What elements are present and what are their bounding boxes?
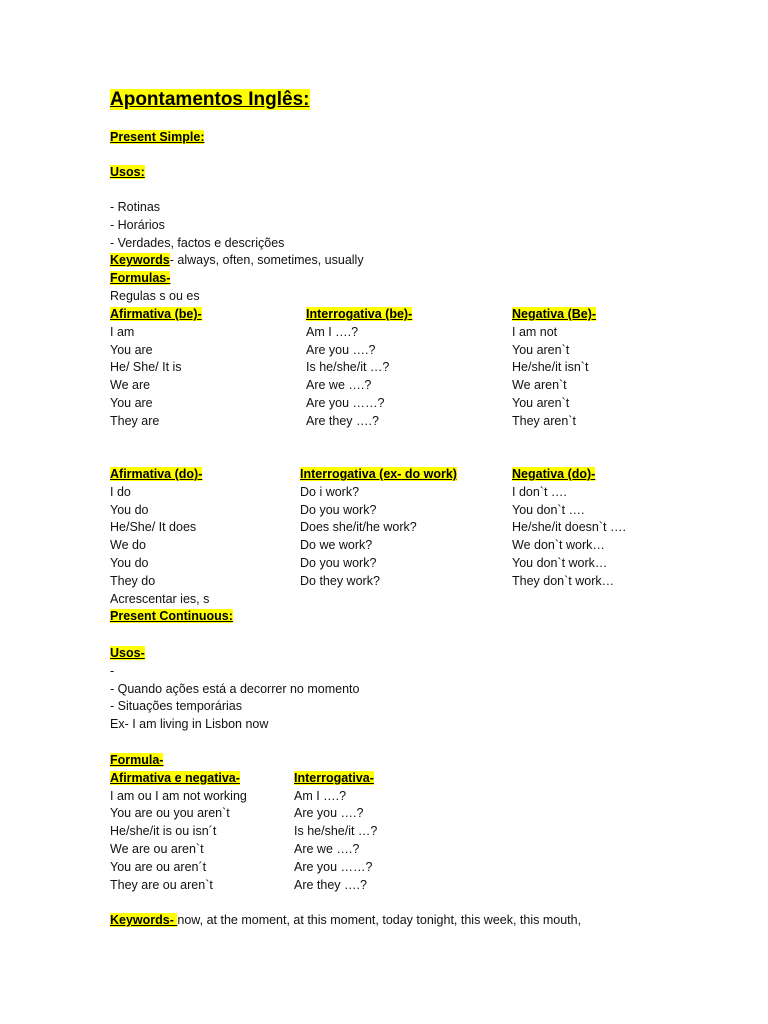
table-cell: They are bbox=[110, 413, 160, 428]
be-interrogativa-column bbox=[306, 306, 412, 431]
table-cell: Do you work? bbox=[300, 502, 377, 517]
table-cell: We are bbox=[110, 378, 151, 393]
table-cell: Are you ……? bbox=[306, 395, 385, 410]
table-cell: Are they ….? bbox=[294, 877, 367, 892]
column-header: Interrogativa (be)- bbox=[306, 307, 413, 321]
page-title bbox=[110, 88, 310, 112]
table-cell: Does she/it/he work? bbox=[300, 520, 417, 535]
table-cell: He/she/it doesn`t …. bbox=[512, 520, 626, 535]
table-cell: I am bbox=[110, 324, 135, 339]
table-cell: Am I ….? bbox=[294, 788, 347, 803]
table-cell: Are you ……? bbox=[294, 859, 373, 874]
table-cell: Are you ….? bbox=[306, 342, 376, 357]
present-simple-heading bbox=[110, 129, 204, 145]
table-cell: They are ou aren`t bbox=[110, 877, 213, 892]
present-continuous-heading: Present Continuous: bbox=[110, 609, 233, 624]
present-continuous-usos bbox=[110, 645, 359, 734]
table-cell: I don`t …. bbox=[512, 484, 567, 499]
formulas-label: Formulas- bbox=[110, 271, 171, 286]
table-cell: Do they work? bbox=[300, 573, 380, 588]
column-header: Negativa (do)- bbox=[512, 467, 596, 481]
table-cell: Are you ….? bbox=[294, 806, 364, 821]
note-text: Acrescentar ies, s bbox=[110, 591, 210, 606]
usos-heading bbox=[110, 164, 145, 180]
column-header: Afirmativa (be)- bbox=[110, 307, 202, 321]
table-cell: You aren`t bbox=[512, 395, 570, 410]
do-afirmativa-column bbox=[110, 466, 233, 626]
table-cell: We do bbox=[110, 538, 146, 553]
table-cell: Are we ….? bbox=[306, 378, 372, 393]
list-item: - Quando ações está a decorrer no momento bbox=[110, 681, 360, 696]
table-cell: Do you work? bbox=[300, 555, 377, 570]
list-item: Ex- I am living in Lisbon now bbox=[110, 717, 269, 732]
table-cell: They don`t work… bbox=[512, 573, 615, 588]
table-cell: Are we ….? bbox=[294, 841, 360, 856]
page-title-text: Apontamentos Inglês: bbox=[110, 89, 310, 110]
be-negativa-column bbox=[512, 306, 596, 431]
table-cell: I am ou I am not working bbox=[110, 788, 247, 803]
table-cell: We don`t work… bbox=[512, 538, 605, 553]
dash-line: - bbox=[110, 663, 115, 678]
table-cell: He/She/ It does bbox=[110, 520, 197, 535]
table-cell: You aren`t bbox=[512, 342, 570, 357]
list-item: - Situações temporárias bbox=[110, 699, 243, 714]
table-cell: He/she/it is ou isn´t bbox=[110, 824, 217, 839]
column-header: Negativa (Be)- bbox=[512, 307, 597, 321]
usos-heading-continuous: Usos- bbox=[110, 646, 145, 660]
formula-label: Formula- bbox=[110, 753, 164, 767]
table-cell: He/ She/ It is bbox=[110, 360, 182, 375]
table-cell: Do we work? bbox=[300, 538, 373, 553]
table-cell: They do bbox=[110, 573, 156, 588]
table-cell: They aren`t bbox=[512, 413, 576, 428]
list-item: - Verdades, factos e descrições bbox=[110, 235, 285, 250]
table-cell: We are ou aren`t bbox=[110, 841, 204, 856]
table-cell: You are bbox=[110, 342, 153, 357]
rule-text: Regulas s ou es bbox=[110, 288, 200, 303]
do-interrogativa-column bbox=[300, 466, 457, 591]
table-cell: Is he/she/it …? bbox=[294, 824, 378, 839]
table-cell: Am I ….? bbox=[306, 324, 359, 339]
keywords-line bbox=[110, 252, 364, 270]
list-item: - Rotinas bbox=[110, 200, 161, 214]
table-cell: You do bbox=[110, 502, 149, 517]
keywords-label: Keywords- bbox=[110, 913, 178, 927]
column-header: Interrogativa (ex- do work) bbox=[300, 467, 457, 481]
column-header: Interrogativa- bbox=[294, 770, 374, 785]
continuous-keywords-line bbox=[110, 912, 581, 928]
table-cell: Are they ….? bbox=[306, 413, 379, 428]
be-afirmativa-column bbox=[110, 306, 202, 431]
column-header: Afirmativa e negativa- bbox=[110, 770, 240, 785]
table-cell: You don`t …. bbox=[512, 502, 585, 517]
usos-heading-text: Usos: bbox=[110, 165, 145, 179]
keywords-text: - always, often, sometimes, usually bbox=[169, 253, 364, 268]
continuous-interrogativa-column bbox=[294, 770, 377, 895]
table-cell: You are bbox=[110, 395, 153, 410]
table-cell: You are ou you aren`t bbox=[110, 806, 230, 821]
keywords-text: now, at the moment, at this moment, today tonight, this week, this mouth, bbox=[177, 913, 582, 927]
do-negativa-column bbox=[512, 466, 626, 591]
table-cell: You don`t work… bbox=[512, 555, 608, 570]
table-cell: I do bbox=[110, 484, 131, 499]
present-simple-heading-text: Present Simple: bbox=[110, 130, 205, 144]
column-header: Afirmativa (do)- bbox=[110, 467, 203, 481]
continuous-afirmativa-column bbox=[110, 752, 247, 894]
table-cell: You do bbox=[110, 555, 149, 570]
table-cell: You are ou aren´t bbox=[110, 859, 207, 874]
table-cell: I am not bbox=[512, 324, 558, 339]
list-item: - Horários bbox=[110, 217, 165, 232]
table-cell: Do i work? bbox=[300, 484, 360, 499]
present-simple-usos-list bbox=[110, 199, 364, 306]
table-cell: He/she/it isn`t bbox=[512, 360, 589, 375]
keywords-label: Keywords bbox=[110, 253, 170, 268]
formulas-line bbox=[110, 270, 364, 288]
table-cell: Is he/she/it …? bbox=[306, 360, 390, 375]
table-cell: We aren`t bbox=[512, 378, 567, 393]
